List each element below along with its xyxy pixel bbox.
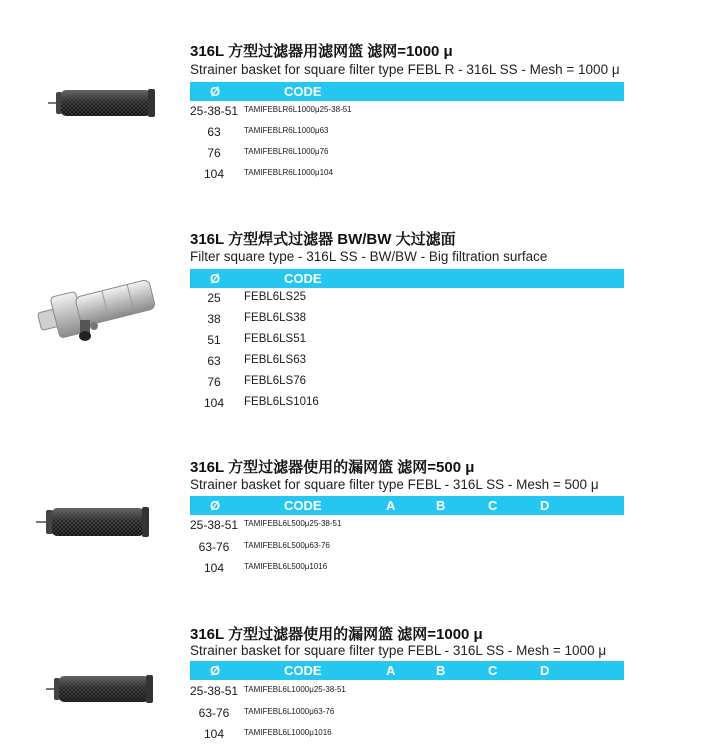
header-diameter: Ø — [210, 84, 221, 99]
table-row — [190, 312, 624, 332]
header-a: A — [386, 498, 396, 513]
table-row — [190, 375, 624, 395]
row-code: TAMIFEBL6L1000μ63-76 — [244, 707, 335, 716]
header-a: A — [386, 663, 396, 678]
table-row — [190, 333, 624, 353]
row-code: FEBL6LS38 — [244, 312, 307, 324]
header-diameter: Ø — [210, 271, 221, 286]
row-code: FEBL6LS25 — [244, 291, 307, 303]
table-row — [190, 518, 624, 538]
header-b: B — [436, 498, 446, 513]
table-row — [190, 706, 624, 726]
filter-housing-image — [36, 272, 162, 344]
row-code: TAMIFEBL6L500μ1016 — [244, 562, 328, 571]
section-subtitle: Strainer basket for square filter type FEBL - 316L SS - Mesh = 1000 μ — [190, 643, 607, 658]
row-diameter: 104 — [203, 396, 225, 410]
row-diameter: 63-76 — [198, 706, 230, 720]
table-row — [190, 354, 624, 374]
row-diameter: 76 — [207, 146, 221, 160]
row-diameter: 51 — [207, 333, 221, 347]
table-row — [190, 104, 624, 124]
row-code: TAMIFEBLR6L1000μ25-38-51 — [244, 105, 352, 114]
header-d: D — [540, 498, 550, 513]
table-row — [190, 396, 624, 416]
row-code: FEBL6LS76 — [244, 375, 307, 387]
section-subtitle: Filter square type - 316L SS - BW/BW - Big filtration surface — [190, 249, 548, 264]
strainer-basket-image — [48, 86, 158, 120]
row-diameter: 25-38-51 — [190, 104, 239, 118]
row-code: TAMIFEBL6L500μ25-38-51 — [244, 519, 342, 528]
header-code: CODE — [284, 498, 322, 513]
section-title: 316L 方型焊式过滤器 BW/BW 大过滤面 — [190, 231, 456, 248]
section-subtitle: Strainer basket for square filter type FEBL R - 316L SS - Mesh = 1000 μ — [190, 62, 620, 77]
table-header — [190, 661, 624, 680]
row-diameter: 25-38-51 — [190, 518, 239, 532]
table-header — [190, 82, 624, 101]
row-code: FEBL6LS51 — [244, 333, 307, 345]
row-code: FEBL6LS63 — [244, 354, 307, 366]
header-code: CODE — [284, 84, 322, 99]
strainer-basket-image — [46, 672, 158, 706]
header-diameter: Ø — [210, 663, 221, 678]
row-code: TAMIFEBLR6L1000μ104 — [244, 168, 333, 177]
row-diameter: 25-38-51 — [190, 684, 239, 698]
header-diameter: Ø — [210, 498, 221, 513]
row-diameter: 76 — [207, 375, 221, 389]
section-title: 316L 方型过滤器使用的漏网篮 滤网=500 μ — [190, 459, 475, 476]
row-code: TAMIFEBL6L500μ63-76 — [244, 541, 330, 550]
section-title: 316L 方型过滤器使用的漏网篮 滤网=1000 μ — [190, 626, 483, 643]
header-b: B — [436, 663, 446, 678]
header-c: C — [488, 663, 498, 678]
row-diameter: 38 — [207, 312, 221, 326]
table-row — [190, 125, 624, 145]
row-diameter: 63 — [207, 354, 221, 368]
table-row — [190, 540, 624, 560]
table-row — [190, 291, 624, 311]
row-diameter: 104 — [203, 167, 225, 181]
header-code: CODE — [284, 271, 322, 286]
row-diameter: 63 — [207, 125, 221, 139]
header-c: C — [488, 498, 498, 513]
table-header — [190, 269, 624, 288]
table-row — [190, 727, 624, 747]
table-header — [190, 496, 624, 515]
row-code: FEBL6LS1016 — [244, 396, 319, 408]
table-row — [190, 561, 624, 581]
table-row — [190, 167, 624, 187]
row-code: TAMIFEBLR6L1000μ76 — [244, 147, 329, 156]
section-title: 316L 方型过滤器用滤网篮 滤网=1000 μ — [190, 43, 453, 60]
header-d: D — [540, 663, 550, 678]
row-code: TAMIFEBLR6L1000μ63 — [244, 126, 329, 135]
row-diameter: 104 — [203, 727, 225, 741]
row-code: TAMIFEBL6L1000μ1016 — [244, 728, 332, 737]
row-diameter: 63-76 — [198, 540, 230, 554]
table-row — [190, 146, 624, 166]
table-row — [190, 684, 624, 704]
row-diameter: 25 — [207, 291, 221, 305]
header-code: CODE — [284, 663, 322, 678]
row-diameter: 104 — [203, 561, 225, 575]
section-subtitle: Strainer basket for square filter type FEBL - 316L SS - Mesh = 500 μ — [190, 477, 599, 492]
strainer-basket-image — [36, 505, 152, 539]
row-code: TAMIFEBL6L1000μ25-38-51 — [244, 685, 346, 694]
